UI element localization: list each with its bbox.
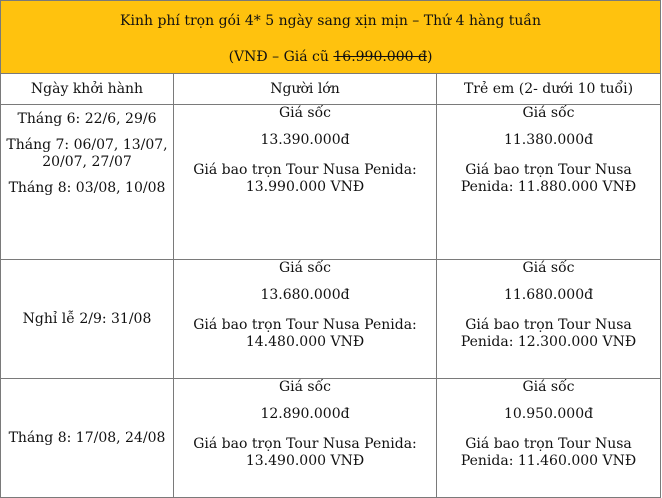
date-line: 20/07, 27/07 (42, 154, 132, 170)
combo-price-line: Penida: 12.300.000 VNĐ (460, 334, 637, 350)
deal-label: Giá sốc (278, 260, 332, 276)
table-row (1, 260, 661, 379)
child-price-cell (437, 105, 661, 260)
banner-price-note (1, 49, 660, 65)
date-line: Tháng 6: 22/6, 29/6 (17, 111, 157, 127)
combo-price-line: 13.490.000 VNĐ (245, 453, 365, 469)
combo-price-line: Giá bao trọn Tour Nusa Penida: (193, 436, 417, 452)
date-line: Tháng 7: 06/07, 13/07, (6, 137, 168, 153)
header-row (1, 74, 661, 105)
combo-price-line: Penida: 11.880.000 VNĐ (460, 179, 637, 195)
banner-title: Kinh phí trọn gói 4* 5 ngày sang xịn mịn – Thứ 4 hàng tuần (120, 13, 541, 29)
departure-dates (1, 260, 174, 379)
deal-label: Giá sốc (522, 379, 575, 395)
header-adult: Người lớn (174, 74, 437, 105)
child-price-cell (437, 379, 661, 498)
price-suffix: ) (426, 49, 433, 65)
deal-label: Giá sốc (522, 260, 575, 276)
deal-price: 11.680.000đ (503, 287, 594, 303)
price-prefix: (VNĐ – Giá cũ (228, 49, 334, 65)
deal-label: Giá sốc (522, 105, 575, 121)
adult-price-cell (174, 105, 437, 260)
combo-price-line: Giá bao trọn Tour Nusa Penida: (193, 162, 417, 178)
combo-price-line: Penida: 11.460.000 VNĐ (460, 453, 637, 469)
combo-price-line: Giá bao trọn Tour Nusa (465, 162, 632, 178)
child-price-cell (437, 260, 661, 379)
deal-price: 13.390.000đ (260, 132, 350, 148)
header-child: Trẻ em (2- dưới 10 tuổi) (437, 74, 661, 105)
deal-label: Giá sốc (278, 379, 332, 395)
deal-label: Giá sốc (278, 105, 332, 121)
deal-price: 12.890.000đ (260, 406, 350, 422)
banner-cell (1, 1, 661, 74)
departure-dates (1, 379, 174, 498)
adult-price-cell (174, 379, 437, 498)
table-row (1, 379, 661, 498)
banner-row (1, 1, 661, 74)
combo-price-line: Giá bao trọn Tour Nusa (465, 317, 632, 333)
date-line: Nghỉ lễ 2/9: 31/08 (22, 310, 152, 327)
adult-price-cell (174, 260, 437, 379)
combo-price-line: 14.480.000 VNĐ (245, 334, 365, 350)
old-price: 16.990.000 đ (333, 49, 427, 65)
deal-price: 11.380.000đ (503, 132, 594, 148)
deal-price: 10.950.000đ (503, 406, 594, 422)
deal-price: 13.680.000đ (260, 287, 350, 303)
table-row (1, 105, 661, 260)
combo-price-line: Giá bao trọn Tour Nusa Penida: (193, 317, 417, 333)
combo-price-line: Giá bao trọn Tour Nusa (465, 436, 632, 452)
date-line: Tháng 8: 17/08, 24/08 (8, 429, 166, 446)
departure-dates (1, 105, 174, 260)
combo-price-line: 13.990.000 VNĐ (245, 179, 365, 195)
header-date: Ngày khởi hành (1, 74, 174, 105)
date-line: Tháng 8: 03/08, 10/08 (8, 180, 166, 196)
